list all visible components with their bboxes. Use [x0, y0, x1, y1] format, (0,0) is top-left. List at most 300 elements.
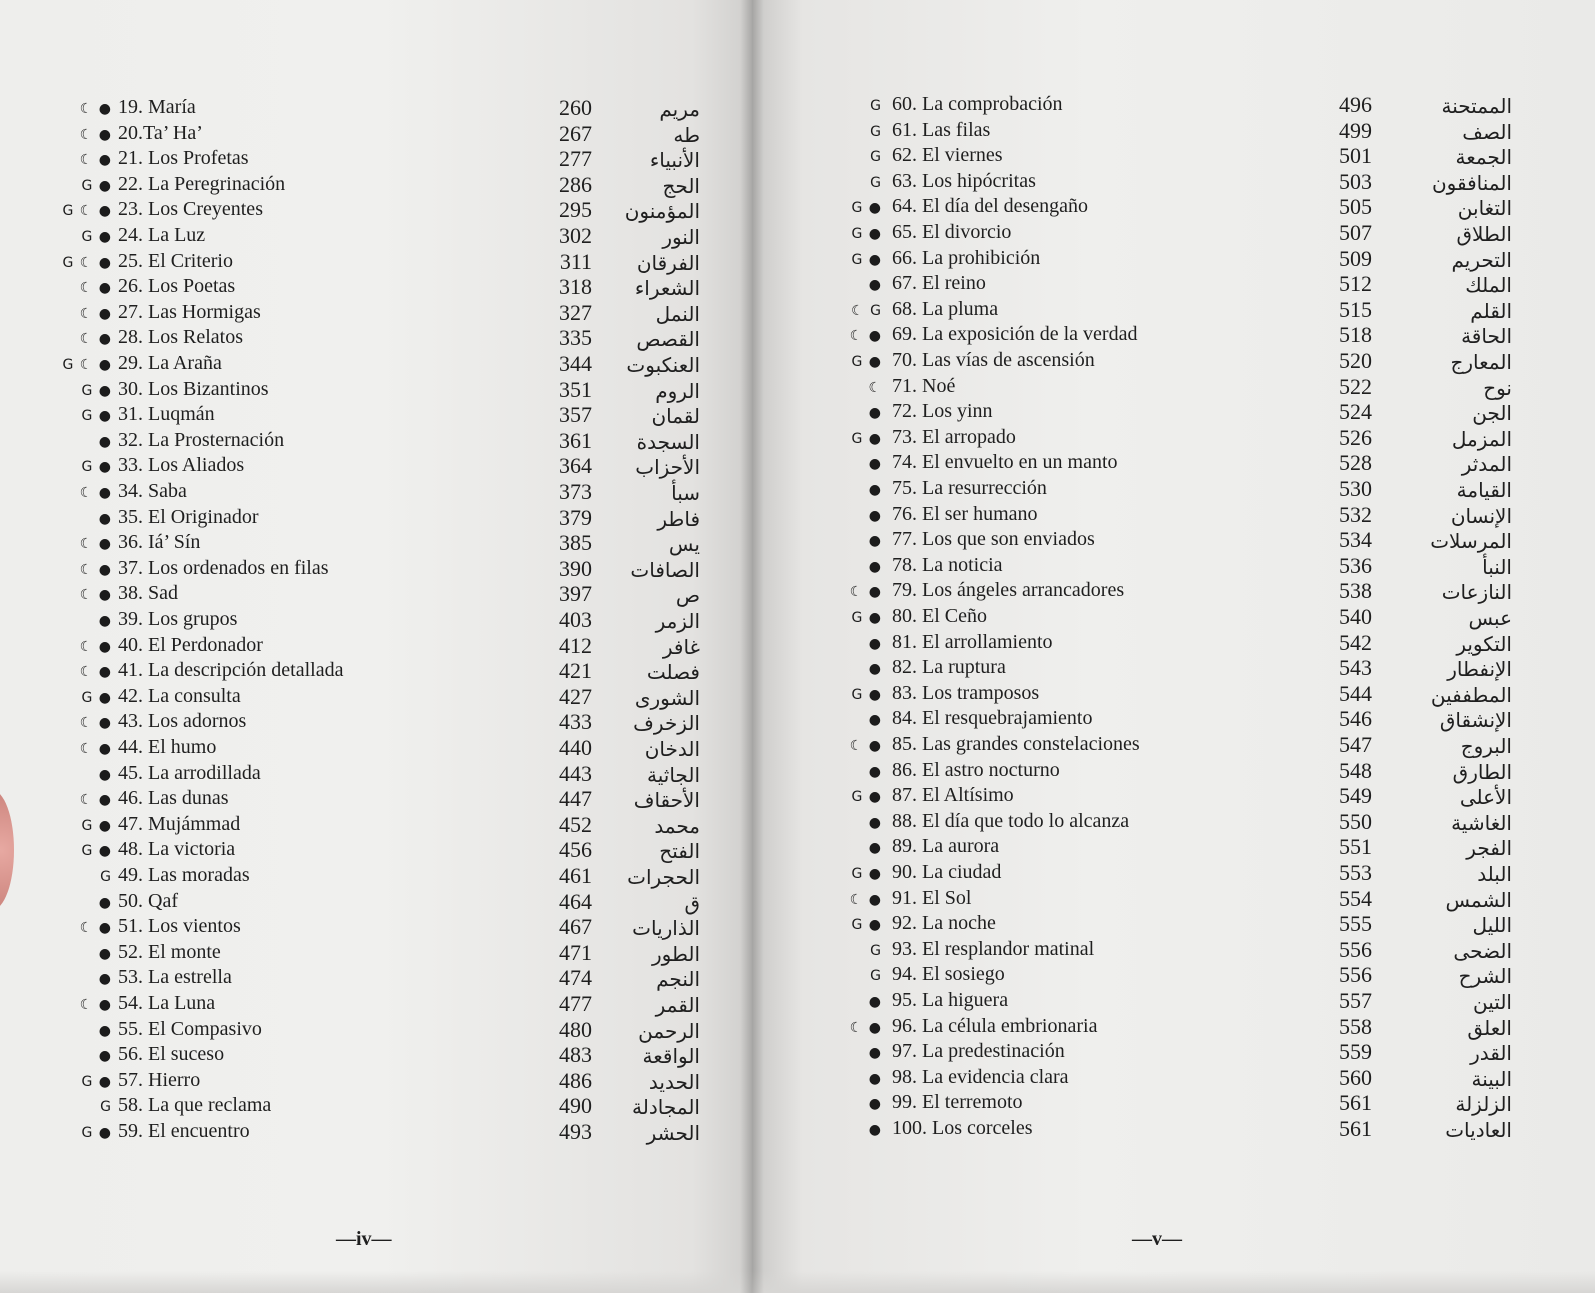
marker-symbols: G ●	[851, 430, 882, 447]
page-reference: 512	[1339, 271, 1372, 297]
chapter-title: 97. La predestinación	[892, 1040, 1065, 1063]
page-reference: 558	[1339, 1013, 1372, 1039]
marker-symbols: ●	[98, 433, 112, 450]
page-reference: 546	[1339, 706, 1372, 732]
arabic-title: الإنفطار	[1447, 657, 1512, 682]
page-reference: 379	[559, 504, 592, 530]
toc-entry	[0, 402, 752, 428]
marker-symbols: G ●	[81, 689, 112, 706]
marker-symbols: ●	[98, 613, 112, 629]
chapter-title: 69. La exposición de la verdad	[892, 323, 1138, 346]
arabic-title: الحديد	[648, 1069, 700, 1094]
arabic-title: المرسلات	[1430, 529, 1512, 554]
page-reference: 302	[559, 223, 592, 248]
arabic-title: عبس	[1468, 606, 1512, 630]
marker-symbols: ☾ ●	[79, 638, 112, 655]
toc-entry	[0, 1093, 752, 1119]
marker-symbols: ☾ ●	[79, 792, 112, 809]
marker-symbols: ☾ ●	[79, 485, 112, 501]
chapter-title: 71. Noé	[892, 374, 956, 397]
page-shadow	[752, 1271, 1595, 1293]
arabic-title: الزخرف	[633, 711, 700, 736]
toc-entry	[0, 658, 752, 684]
arabic-title: النمل	[655, 301, 700, 326]
page-reference: 480	[559, 1016, 592, 1042]
toc-entry	[0, 300, 752, 326]
arabic-title: الذاريات	[632, 916, 700, 941]
page-reference: 544	[1339, 680, 1372, 706]
marker-symbols: ●	[868, 558, 882, 575]
arabic-title: الملك	[1465, 273, 1512, 298]
marker-symbols: ●	[868, 840, 882, 857]
arabic-title: الشمس	[1445, 887, 1512, 912]
marker-symbols: ●	[868, 1045, 882, 1062]
toc-entry	[0, 889, 752, 915]
toc-entry	[752, 527, 1595, 553]
toc-entry	[0, 812, 752, 838]
chapter-title: 64. El día del desengaño	[892, 195, 1089, 218]
chapter-title: 73. El arropado	[892, 425, 1016, 448]
page-reference: 551	[1339, 834, 1372, 860]
arabic-title: المنافقون	[1431, 170, 1512, 195]
chapter-title: 93. El resplandor matinal	[892, 937, 1095, 960]
toc-entry	[752, 732, 1595, 758]
marker-symbols: G ●	[851, 917, 882, 934]
chapter-title: 78. La noticia	[892, 553, 1003, 576]
arabic-title: الطور	[651, 941, 700, 966]
marker-symbols: ●	[868, 814, 882, 831]
page-reference: 295	[559, 197, 592, 223]
page-reference: 344	[559, 351, 592, 376]
marker-symbols: ☾ ●	[849, 891, 882, 908]
arabic-title: الإنسان	[1450, 503, 1512, 528]
toc-entry	[752, 322, 1595, 348]
arabic-title: الغاشية	[1451, 810, 1512, 835]
page-reference: 443	[559, 760, 592, 786]
marker-symbols: G	[870, 149, 882, 166]
toc-entry	[0, 172, 752, 198]
toc-entry	[0, 197, 752, 223]
marker-symbols: ●	[98, 1048, 112, 1065]
page-reference: 524	[1339, 399, 1372, 425]
toc-entry	[752, 1090, 1595, 1116]
toc-entry	[752, 1039, 1595, 1065]
page-reference: 474	[559, 965, 592, 991]
chapter-title: 63. Los hipócritas	[892, 169, 1036, 192]
chapter-title: 27. Las Hormigas	[118, 300, 261, 323]
marker-symbols: ☾ ●	[849, 1019, 882, 1036]
toc-entry	[752, 1065, 1595, 1091]
page-reference: 385	[559, 530, 592, 556]
arabic-title: القيامة	[1456, 478, 1512, 502]
chapter-title: 51. Los vientos	[118, 915, 241, 938]
chapter-title: 39. Los grupos	[118, 608, 238, 630]
page-reference: 542	[1339, 629, 1372, 655]
arabic-title: الواقعة	[642, 1044, 700, 1069]
marker-symbols: G	[870, 123, 882, 140]
toc-entry	[752, 860, 1595, 886]
chapter-title: 70. Las vías de ascensión	[892, 349, 1095, 371]
page-number-left: —iv—	[336, 1228, 392, 1250]
marker-symbols: G ●	[851, 200, 882, 217]
toc-entry	[752, 297, 1595, 323]
marker-symbols: ●	[868, 712, 882, 729]
chapter-title: 28. Los Relatos	[118, 326, 243, 349]
toc-entry	[752, 425, 1595, 451]
marker-symbols: G ●	[851, 354, 882, 370]
chapter-title: 41. La descripción detallada	[118, 659, 344, 682]
arabic-title: الروم	[655, 378, 700, 403]
chapter-title: 48. La victoria	[118, 838, 236, 861]
marker-symbols: G ●	[81, 1125, 112, 1141]
marker-symbols: G ●	[851, 789, 882, 806]
arabic-title: نوح	[1483, 375, 1512, 400]
toc-entry	[0, 223, 752, 249]
arabic-title: الفرقان	[636, 250, 700, 275]
toc-entry	[752, 1014, 1595, 1040]
chapter-title: 72. Los yinn	[892, 400, 993, 423]
page-reference: 549	[1339, 783, 1372, 809]
page-reference: 557	[1339, 988, 1372, 1013]
left-page	[0, 0, 752, 1293]
chapter-title: 37. Los ordenados en filas	[118, 556, 329, 579]
page-reference: 522	[1339, 373, 1372, 399]
toc-entry	[752, 783, 1595, 809]
arabic-title: الأحقاف	[633, 788, 700, 813]
chapter-title: 96. La célula embrionaria	[892, 1014, 1098, 1037]
marker-symbols: G ●	[81, 382, 112, 399]
page-reference: 509	[1339, 245, 1372, 271]
marker-symbols: G	[870, 968, 882, 985]
chapter-title: 43. Los adornos	[118, 710, 247, 733]
chapter-title: 50. Qaf	[118, 889, 178, 912]
chapter-title: 99. El terremoto	[892, 1091, 1023, 1114]
toc-entry	[752, 988, 1595, 1014]
marker-symbols: ●	[868, 1122, 882, 1138]
toc-entry	[752, 553, 1595, 579]
chapter-title: 92. La noche	[892, 912, 996, 935]
toc-entry	[752, 502, 1595, 528]
arabic-title: الزمر	[655, 609, 700, 633]
arabic-title: الدخان	[644, 737, 700, 761]
chapter-title: 100. Los corceles	[892, 1117, 1033, 1139]
chapter-title: 33. Los Aliados	[118, 454, 245, 477]
chapter-title: 86. El astro nocturno	[892, 758, 1060, 781]
arabic-title: الرحمن	[638, 1018, 700, 1043]
page-reference: 311	[559, 248, 592, 274]
chapter-title: 95. La higuera	[892, 989, 1009, 1011]
arabic-title: المجادلة	[632, 1095, 700, 1120]
book-gutter	[740, 0, 764, 1293]
page-reference: 532	[1339, 501, 1372, 527]
chapter-title: 20.Ta’ Ha’	[118, 121, 203, 144]
arabic-title: الحشر	[646, 1121, 700, 1145]
toc-entry	[0, 479, 752, 505]
arabic-title: الأنبياء	[649, 148, 700, 173]
chapter-title: 49. Las moradas	[118, 864, 250, 886]
marker-symbols: ☾ ●	[79, 741, 112, 757]
toc-entry	[0, 940, 752, 966]
arabic-title: ص	[675, 583, 700, 608]
chapter-title: 46. Las dunas	[118, 787, 229, 810]
arabic-title: البلد	[1477, 862, 1512, 886]
toc-entry	[752, 578, 1595, 604]
toc-entry	[752, 450, 1595, 476]
arabic-title: محمد	[654, 813, 700, 838]
chapter-title: 24. La Luz	[118, 224, 206, 246]
arabic-title: سبأ	[671, 481, 700, 505]
toc-entry	[0, 914, 752, 940]
arabic-title: الأعلى	[1459, 785, 1512, 810]
page-reference: 528	[1339, 450, 1372, 476]
chapter-title: 52. El monte	[118, 940, 221, 963]
page-reference: 556	[1339, 936, 1372, 962]
marker-symbols: ●	[868, 277, 882, 294]
toc-entry	[752, 962, 1595, 988]
page-reference: 560	[1339, 1064, 1372, 1090]
marker-symbols: ●	[868, 635, 882, 652]
left-toc-list	[0, 95, 752, 1195]
chapter-title: 57. Hierro	[118, 1068, 201, 1091]
page-reference: 277	[559, 146, 592, 172]
toc-entry	[752, 374, 1595, 400]
arabic-title: السجدة	[636, 429, 700, 454]
arabic-title: العنكبوت	[626, 353, 700, 377]
chapter-title: 77. Los que son enviados	[892, 528, 1095, 551]
chapter-title: 21. Los Profetas	[118, 147, 249, 170]
toc-entry	[752, 246, 1595, 272]
chapter-title: 59. El encuentro	[118, 1120, 250, 1142]
marker-symbols: G	[100, 869, 112, 885]
arabic-title: العاديات	[1445, 1118, 1512, 1142]
marker-symbols: ☾ ●	[849, 584, 882, 601]
chapter-title: 36. Iá’ Sín	[118, 531, 201, 554]
toc-entry	[752, 937, 1595, 963]
arabic-title: العلق	[1467, 1015, 1512, 1040]
arabic-title: النازعات	[1441, 580, 1512, 605]
chapter-title: 79. Los ángeles arrancadores	[892, 579, 1125, 602]
marker-symbols: G ●	[81, 817, 112, 834]
arabic-title: المعارج	[1450, 350, 1512, 374]
toc-entry	[0, 709, 752, 735]
page-reference: 530	[1339, 476, 1372, 501]
page-reference: 520	[1339, 348, 1372, 373]
page-reference: 493	[559, 1119, 592, 1144]
marker-symbols: ●	[98, 510, 112, 527]
page-reference: 543	[1339, 655, 1372, 681]
toc-entry	[0, 121, 752, 147]
page-reference: 547	[1339, 732, 1372, 757]
marker-symbols: ☾	[868, 379, 882, 396]
marker-symbols: ☾ ●	[79, 305, 112, 322]
marker-symbols: ●	[98, 945, 112, 962]
page-reference: 390	[559, 555, 592, 581]
page-reference: 464	[559, 888, 592, 914]
chapter-title: 81. El arrollamiento	[892, 630, 1053, 653]
page-reference: 260	[559, 95, 592, 120]
marker-symbols: ☾ ●	[79, 715, 112, 732]
chapter-title: 34. Saba	[118, 480, 187, 502]
arabic-title: الفتح	[659, 839, 700, 864]
arabic-title: الحج	[662, 173, 700, 198]
chapter-title: 47. Mujámmad	[118, 812, 241, 835]
arabic-title: التغابن	[1457, 196, 1512, 221]
toc-entry	[0, 556, 752, 582]
arabic-title: القصص	[636, 327, 700, 352]
arabic-title: الحجرات	[627, 865, 700, 889]
arabic-title: فصلت	[646, 660, 700, 685]
page-reference: 452	[559, 811, 592, 837]
toc-entry	[752, 92, 1595, 118]
page-reference: 327	[559, 299, 592, 325]
toc-entry	[0, 607, 752, 633]
marker-symbols: ●	[868, 661, 882, 678]
toc-entry	[752, 476, 1595, 502]
toc-entry	[0, 428, 752, 454]
toc-entry	[0, 761, 752, 787]
marker-symbols: G	[870, 174, 882, 191]
marker-symbols: ●	[868, 1070, 882, 1087]
chapter-title: 25. El Criterio	[118, 249, 233, 272]
chapter-title: 45. La arrodillada	[118, 761, 261, 784]
toc-entry	[752, 886, 1595, 912]
page-reference: 507	[1339, 220, 1372, 245]
chapter-title: 23. Los Creyentes	[118, 198, 263, 221]
chapter-title: 44. El humo	[118, 736, 217, 758]
toc-entry	[752, 681, 1595, 707]
arabic-title: الجمعة	[1455, 145, 1512, 170]
page-reference: 561	[1339, 1090, 1372, 1116]
chapter-title: 83. Los tramposos	[892, 681, 1040, 704]
page-reference: 555	[1339, 911, 1372, 937]
marker-symbols: G ●	[851, 610, 882, 626]
toc-entry	[752, 194, 1595, 220]
marker-symbols: ☾ ●	[79, 126, 112, 143]
toc-entry	[752, 1116, 1595, 1142]
marker-symbols: ☾ ●	[79, 101, 112, 117]
arabic-title: الليل	[1472, 913, 1512, 938]
marker-symbols: G ●	[851, 226, 882, 242]
marker-symbols: ●	[98, 1022, 112, 1039]
arabic-title: المطففين	[1430, 682, 1512, 707]
marker-symbols: G ●	[851, 251, 882, 268]
marker-symbols: ●	[868, 482, 882, 498]
chapter-title: 90. La ciudad	[892, 861, 1002, 883]
page-reference: 456	[559, 837, 592, 863]
page-reference: 561	[1339, 1116, 1372, 1141]
marker-symbols: ☾ ●	[79, 152, 112, 169]
toc-entry	[0, 1017, 752, 1043]
toc-entry	[752, 118, 1595, 144]
arabic-title: الإنشقاق	[1439, 708, 1512, 733]
chapter-title: 35. El Originador	[118, 505, 259, 528]
toc-entry	[752, 220, 1595, 246]
arabic-title: البروج	[1460, 734, 1512, 758]
toc-entry	[752, 348, 1595, 374]
chapter-title: 22. La Peregrinación	[118, 172, 286, 195]
chapter-title: 68. La pluma	[892, 297, 999, 320]
chapter-title: 75. La resurrección	[892, 477, 1047, 499]
chapter-title: 58. La que reclama	[118, 1094, 272, 1117]
arabic-title: المؤمنون	[624, 199, 700, 224]
page-reference: 490	[559, 1093, 592, 1119]
toc-entry	[752, 271, 1595, 297]
chapter-title: 85. Las grandes constelaciones	[892, 733, 1140, 755]
toc-entry	[0, 965, 752, 991]
marker-symbols: G ●	[81, 177, 112, 194]
page-reference: 505	[1339, 194, 1372, 220]
page-reference: 397	[559, 581, 592, 607]
chapter-title: 55. El Compasivo	[118, 1017, 262, 1040]
arabic-title: الضحى	[1453, 938, 1512, 963]
arabic-title: الصافات	[630, 557, 700, 582]
arabic-title: التحريم	[1451, 247, 1512, 272]
arabic-title: البينة	[1471, 1066, 1512, 1091]
right-page	[752, 0, 1595, 1293]
toc-entry	[752, 169, 1595, 195]
arabic-title: الأحزاب	[635, 455, 700, 480]
page-reference: 361	[559, 427, 592, 453]
chapter-title: 66. La prohibición	[892, 246, 1041, 269]
marker-symbols: G ●	[81, 408, 112, 425]
arabic-title: يس	[668, 532, 700, 557]
page-reference: 483	[559, 1042, 592, 1068]
marker-symbols: ☾ G	[851, 302, 882, 319]
marker-symbols: G ●	[81, 459, 112, 476]
page-reference: 536	[1339, 552, 1372, 578]
page-reference: 373	[559, 479, 592, 504]
marker-symbols: ●	[868, 405, 882, 422]
chapter-title: 62. El viernes	[892, 144, 1003, 167]
marker-symbols: ●	[868, 456, 882, 473]
chapter-title: 19. María	[118, 96, 196, 118]
page-reference: 421	[559, 658, 592, 684]
arabic-title: الفجر	[1466, 836, 1512, 861]
arabic-title: المزمل	[1451, 426, 1512, 451]
marker-symbols: ●	[868, 533, 882, 550]
chapter-title: 98. La evidencia clara	[892, 1065, 1069, 1088]
marker-symbols: ●	[868, 1096, 882, 1113]
toc-entry	[0, 991, 752, 1017]
chapter-title: 29. La Araña	[118, 352, 222, 374]
page-reference: 364	[559, 453, 592, 479]
marker-symbols: ●	[868, 763, 882, 780]
toc-entry	[752, 604, 1595, 630]
arabic-title: التين	[1473, 990, 1512, 1014]
arabic-title: القدر	[1470, 1041, 1512, 1066]
chapter-title: 67. El reino	[892, 272, 986, 295]
arabic-title: المدثر	[1461, 452, 1512, 477]
chapter-title: 61. Las filas	[892, 118, 991, 141]
marker-symbols: ☾ ●	[79, 331, 112, 348]
marker-symbols: ☾ ●	[79, 561, 112, 578]
chapter-title: 89. La aurora	[892, 835, 1000, 858]
toc-entry	[752, 706, 1595, 732]
arabic-title: الطارق	[1452, 759, 1512, 784]
chapter-title: 84. El resquebrajamiento	[892, 707, 1093, 730]
toc-entry	[0, 684, 752, 710]
page-reference: 403	[559, 607, 592, 632]
chapter-title: 80. El Ceño	[892, 605, 987, 627]
chapter-title: 74. El envuelto en un manto	[892, 451, 1118, 474]
page-reference: 427	[559, 683, 592, 709]
toc-entry	[0, 325, 752, 351]
arabic-title: النجم	[656, 967, 700, 992]
page-reference: 440	[559, 735, 592, 760]
page-reference: 518	[1339, 322, 1372, 348]
page-reference: 550	[1339, 808, 1372, 834]
toc-entry	[0, 505, 752, 531]
